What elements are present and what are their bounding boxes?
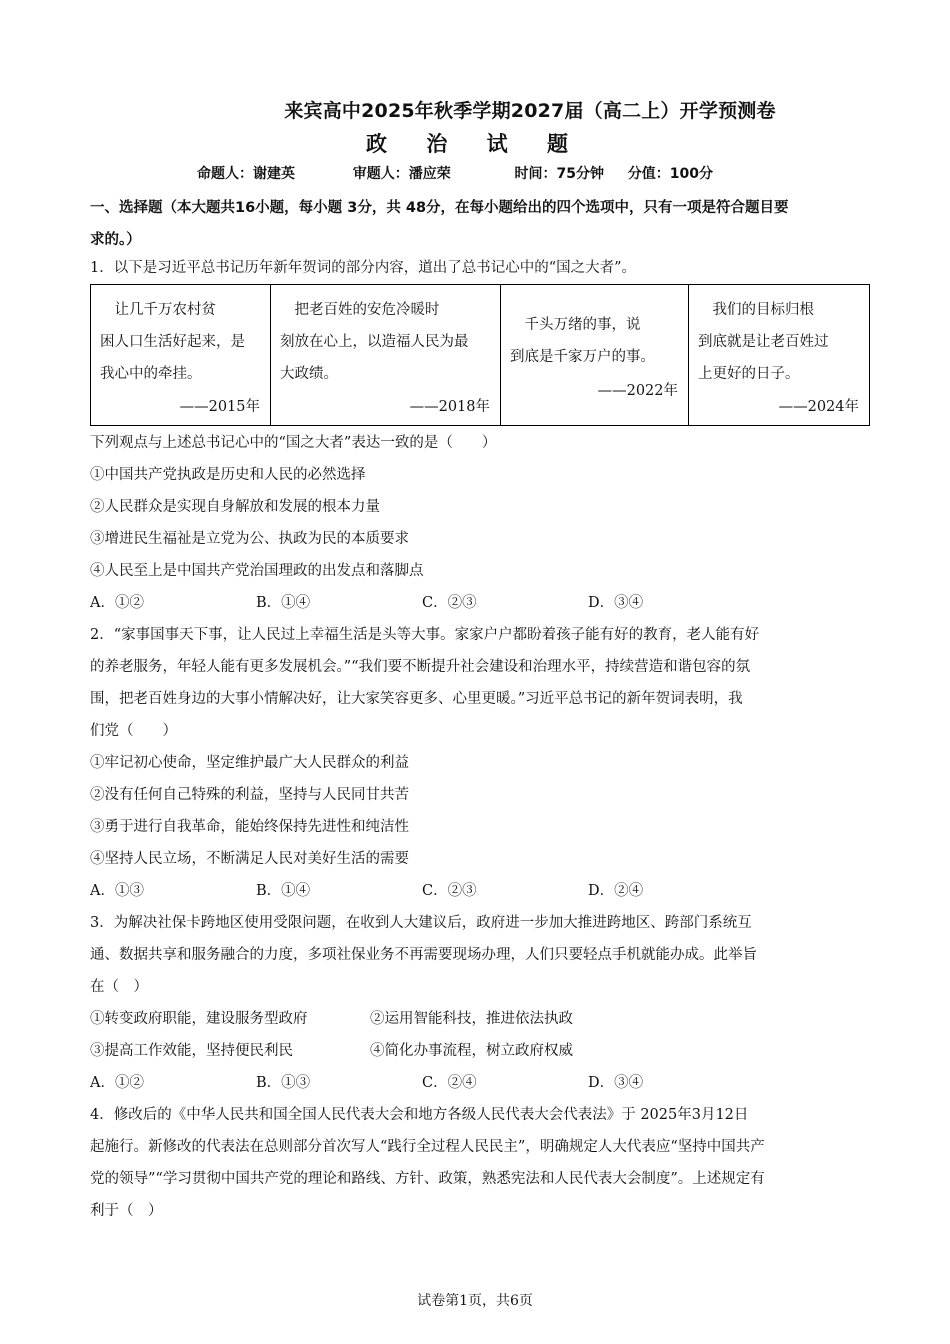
option-d: D．②④: [588, 883, 644, 899]
quote-year: ——2022年: [597, 383, 678, 399]
q4-stem-line: 党的领导”“学习贯彻中国共产党的理论和路线、方针、政策，熟悉宪法和人民代表大会制度”。上述规定有: [90, 1171, 765, 1187]
q4-stem-line: 4．修改后的《中华人民共和国全国人民代表大会和地方各级人民代表大会代表法》于 2025年3月12日: [90, 1107, 749, 1123]
q1-stem: 1．以下是习近平总书记历年新年贺词的部分内容，道出了总书记心中的“国之大者”。: [90, 260, 637, 276]
q2-item: ②没有任何自己特殊的利益，坚持与人民同甘共苦: [90, 787, 409, 803]
quote-year: ——2024年: [778, 399, 859, 415]
quote-year: ——2015年: [179, 399, 260, 415]
q3-item: ②运用智能科技，推进依法执政: [370, 1011, 573, 1027]
exam-meta: [197, 163, 713, 183]
q1-body: 下列观点与上述总书记心中的“国之大者”表达一致的是（ ） ①中国共产党执政是历史和人民的必然选择 ②人民群众是实现自身解放和发展的根本力量 ③增进民生福祉是立党为公、执政为民的本质要求 ④人民至上是中国共产党治国理政的出发点和落脚点 A．①② B．①④ C．②③ D．③④ 2．“家事国事天下事，让人民过上幸福生活是头等大事。家家户户都盼着孩子能有好的教育，老人能有好 的养老服务，年轻人能有更多发展机会。”“我们要不断提升社会建设和治理水平，持续营造和谐包容的氛 围，把老百姓身边的大事小情解决好，让大家笑容更多、心里更暖。”习近平总书记的新年贺词表明，我 们党（ ） ①牢记初心使命，坚定维护最广大人民群众的利益 ②没有任何自己特殊的利益，坚持与人民同甘共苦 ③勇于进行自我革命，能始终保持先进性和纯洁性 ④坚持人民立场，不断满足人民对美好生活的需要 A．①③ B．①④ C．②③ D．②④ 3．为解决社保卡跨地区使用受限问题，在收到人大建议后，政府进一步加大推进跨地区、跨部门系统互 通、数据共享和服务融合的力度，多项社保业务不再需要现场办理，人们只要轻点手机就能办成。此举旨 在（ ） ①转变政府职能，建设服务型政府 ②运用智能科技，推进依法执政 ③提高工作效能，坚持便民利民 ④简化办事流程，树立政府权威 A．①② B．①③ C．②④ D．③④ 4．修改后的《中华人民共和国全国人民代表大会和地方各级人民代表大会代表法》于 2025年3月12日 起施行。新修改的代表法在总则部分首次写人“践行全过程人民民主”，明确规定人大代表应“坚持中国共产 党的领导”“学习贯彻中国共产党的理论和路线、方针、政策，熟悉宪法和人民代表大会制度”。上述规定有 利于（ ）: [90, 427, 865, 1227]
quote-cell: 我们的目标归根 到底就是让老百姓过 上更好的日子。 ——2024年: [698, 302, 859, 415]
q3-item: ④简化办事流程，树立政府权威: [370, 1043, 573, 1059]
option-c: C．②④: [422, 1075, 477, 1091]
q3-stem-line: 在（ ）: [90, 979, 148, 995]
q4-stem-line: 利于（ ）: [90, 1203, 163, 1219]
option-c: C．②③: [422, 595, 477, 611]
quote-table: [90, 284, 870, 426]
q2-stem-line: 的养老服务，年轻人能有更多发展机会。”“我们要不断提升社会建设和治理水平，持续营造和谐包容的氛: [90, 659, 751, 675]
q2-options: [90, 875, 865, 907]
q3-items-row: [90, 1035, 865, 1067]
option-a: A．①②: [90, 595, 144, 611]
q2-stem-line: 2．“家事国事天下事，让人民过上幸福生活是头等大事。家家户户都盼着孩子能有好的教育，老人能有好: [90, 627, 760, 643]
q1-options: [90, 587, 865, 619]
quote-cell: 千头万绪的事，说 到底是千家万户的事。 ——2022年: [501, 285, 689, 425]
q3-options: [90, 1067, 865, 1099]
option-a: A．①②: [90, 1075, 144, 1091]
q3-stem-line: 3．为解决社保卡跨地区使用受限问题，在收到人大建议后，政府进一步加大推进跨地区、跨部门系统互: [90, 915, 752, 931]
q3-stem-line: 通、数据共享和服务融合的力度，多项社保业务不再需要现场办理，人们只要轻点手机就能办成。此举旨: [90, 947, 757, 963]
section-heading: 一、选择题（本大题共16小题，每小题 3分，共 48分，在每小题给出的四个选项中，只有一项是符合题目要 求的。）: [90, 200, 789, 248]
exam-title: 来宾高中2025年秋季学期2027届（高二上）开学预测卷: [284, 100, 776, 122]
q2-stem-line: 们党（ ）: [90, 723, 177, 739]
q1-item: ①中国共产党执政是历史和人民的必然选择: [90, 467, 366, 483]
quote-cell: 把老百姓的安危冷暖时 刻放在心上，以造福人民为最 大政绩。 ——2018年: [271, 285, 501, 425]
page-footer: 试卷第1页，共6页: [417, 1293, 533, 1309]
reviewer: 审题人：潘应荣: [352, 166, 451, 182]
exam-score: 分值：100分: [627, 166, 713, 182]
option-d: D．③④: [588, 595, 644, 611]
exam-time: 时间：75分钟: [514, 166, 604, 182]
option-a: A．①③: [90, 883, 144, 899]
q2-item: ④坚持人民立场，不断满足人民对美好生活的需要: [90, 851, 409, 867]
quote-year: ——2018年: [409, 399, 490, 415]
q3-item: ①转变政府职能，建设服务型政府: [90, 1011, 308, 1027]
setter: 命题人：谢建英: [197, 166, 295, 182]
q2-item: ③勇于进行自我革命，能始终保持先进性和纯洁性: [90, 819, 409, 835]
q3-item: ③提高工作效能，坚持便民利民: [90, 1043, 293, 1059]
q1-item: ③增进民生福祉是立党为公、执政为民的本质要求: [90, 531, 409, 547]
q3-items-row: [90, 1003, 865, 1035]
option-b: B．①③: [256, 1075, 311, 1091]
option-d: D．③④: [588, 1075, 644, 1091]
option-c: C．②③: [422, 883, 477, 899]
q2-item: ①牢记初心使命，坚定维护最广大人民群众的利益: [90, 755, 409, 771]
q4-stem-line: 起施行。新修改的代表法在总则部分首次写人“践行全过程人民民主”，明确规定人大代表应“坚持中国共产: [90, 1139, 765, 1155]
q2-stem-line: 围，把老百姓身边的大事小情解决好，让大家笑容更多、心里更暖。”习近平总书记的新年贺词表明，我: [90, 691, 743, 707]
subject-title: 政 治 试 题: [366, 132, 584, 156]
quote-cell: 让几千万农村贫 困人口生活好起来，是 我心中的牵挂。 ——2015年: [91, 285, 271, 425]
option-b: B．①④: [256, 595, 311, 611]
q1-item: ②人民群众是实现自身解放和发展的根本力量: [90, 499, 380, 515]
option-b: B．①④: [256, 883, 311, 899]
q1-item: ④人民至上是中国共产党治国理政的出发点和落脚点: [90, 563, 424, 579]
